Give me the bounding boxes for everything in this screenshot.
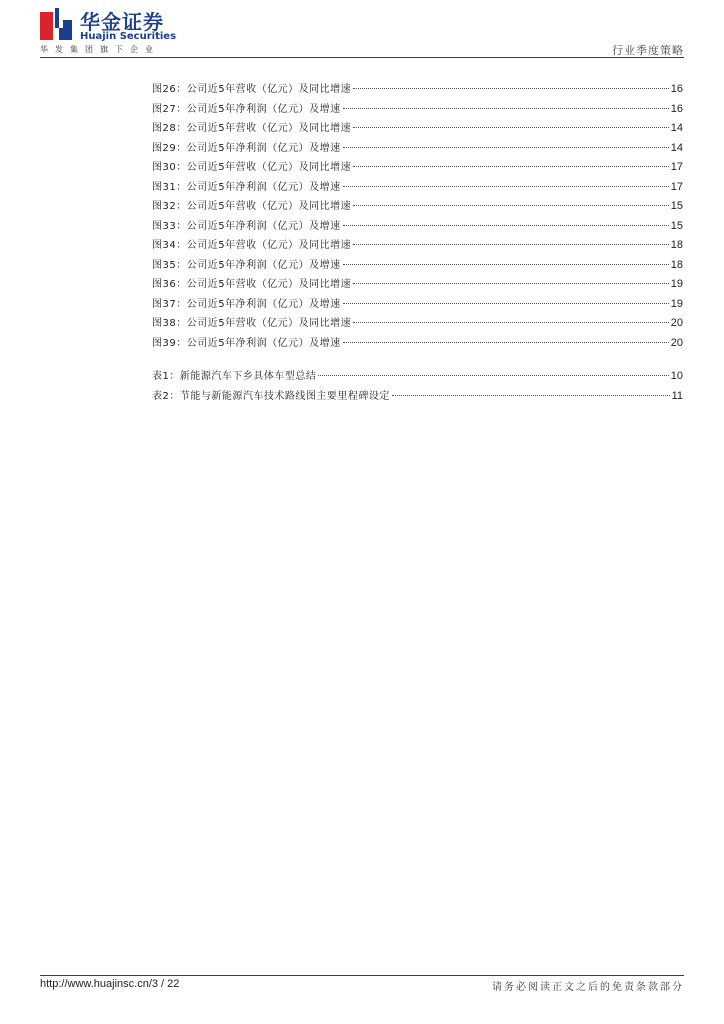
- toc-entry-label: 图27：公司近5年净利润（亿元）及增速: [152, 103, 341, 115]
- toc-entry-page-number: 18: [670, 258, 683, 271]
- dot-leader: [343, 108, 669, 109]
- figure-index-list: [152, 80, 683, 353]
- dot-leader: [343, 342, 669, 343]
- dot-leader: [343, 147, 669, 148]
- toc-entry-label: 图35：公司近5年净利润（亿元）及增速: [152, 259, 341, 271]
- huajin-logo-icon: [40, 8, 72, 40]
- toc-entry-label: 图28：公司近5年营收（亿元）及同比增速: [152, 123, 352, 134]
- section-gap: [152, 353, 683, 367]
- toc-entry-page-number: 19: [670, 297, 683, 310]
- dot-leader: [343, 303, 669, 304]
- toc-entry-page-number: 18: [670, 239, 683, 251]
- figure-entry[interactable]: [152, 334, 683, 354]
- toc-entry-label: 图26：公司近5年营收（亿元）及同比增速: [152, 84, 352, 95]
- dot-leader: [353, 205, 669, 206]
- dot-leader: [353, 244, 669, 245]
- group-tagline: 华发集团旗下企业: [40, 45, 160, 54]
- figure-entry[interactable]: [152, 158, 683, 178]
- figure-entry[interactable]: [152, 256, 683, 276]
- dot-leader: [343, 264, 669, 265]
- toc-entry-label: 图38：公司近5年营收（亿元）及同比增速: [152, 318, 352, 329]
- toc-entry-page-number: 19: [670, 278, 683, 290]
- brand-name-cn: 华金证券: [80, 10, 164, 34]
- toc-entry-label: 图31：公司近5年净利润（亿元）及增速: [152, 181, 341, 193]
- figure-entry[interactable]: [152, 217, 683, 237]
- toc-entry-page-number: 15: [670, 219, 683, 232]
- figure-entry[interactable]: [152, 139, 683, 159]
- figure-entry[interactable]: [152, 197, 683, 217]
- header-divider: [40, 57, 684, 58]
- brand-name-en: Huajin Securities: [80, 31, 177, 42]
- toc-entry-label: 表2：节能与新能源汽车技术路线图主要里程碑设定: [152, 390, 390, 402]
- table-of-contents: [152, 80, 683, 406]
- table-entry[interactable]: [152, 387, 683, 407]
- figure-entry[interactable]: [152, 295, 683, 315]
- toc-entry-page-number: 11: [671, 389, 683, 402]
- dot-leader: [353, 127, 669, 128]
- toc-entry-page-number: 20: [670, 317, 683, 329]
- dot-leader: [343, 186, 669, 187]
- figure-entry[interactable]: [152, 314, 683, 334]
- figure-entry[interactable]: [152, 80, 683, 100]
- toc-entry-label: 图30：公司近5年营收（亿元）及同比增速: [152, 162, 352, 173]
- toc-entry-page-number: 15: [670, 200, 683, 212]
- toc-entry-label: 图39：公司近5年净利润（亿元）及增速: [152, 337, 341, 349]
- figure-entry[interactable]: [152, 236, 683, 256]
- figure-entry[interactable]: [152, 100, 683, 120]
- toc-entry-label: 图29：公司近5年净利润（亿元）及增速: [152, 142, 341, 154]
- dot-leader: [353, 322, 669, 323]
- footer-url-page: http://www.huajinsc.cn/3 / 22: [40, 978, 180, 990]
- dot-leader: [353, 166, 669, 167]
- dot-leader: [343, 225, 669, 226]
- toc-entry-label: 图34：公司近5年营收（亿元）及同比增速: [152, 240, 352, 251]
- toc-entry-page-number: 20: [670, 336, 683, 349]
- toc-entry-label: 图37：公司近5年净利润（亿元）及增速: [152, 298, 341, 310]
- figure-entry[interactable]: [152, 178, 683, 198]
- table-entry[interactable]: [152, 367, 683, 387]
- dot-leader: [353, 88, 669, 89]
- figure-entry[interactable]: [152, 275, 683, 295]
- toc-entry-page-number: 17: [670, 161, 683, 173]
- toc-entry-page-number: 14: [670, 141, 683, 154]
- dot-leader: [353, 283, 669, 284]
- toc-entry-page-number: 14: [670, 122, 683, 134]
- document-type: 行业季度策略: [612, 44, 684, 57]
- toc-entry-label: 表1：新能源汽车下乡具体车型总结: [152, 371, 317, 382]
- toc-entry-page-number: 10: [670, 370, 683, 382]
- toc-entry-page-number: 17: [670, 180, 683, 193]
- toc-entry-label: 图33：公司近5年净利润（亿元）及增速: [152, 220, 341, 232]
- page-header: [40, 6, 684, 58]
- table-index-list: [152, 367, 683, 406]
- footer-divider: [40, 975, 684, 976]
- footer-disclaimer: 请务必阅读正文之后的免责条款部分: [492, 982, 684, 993]
- toc-entry-page-number: 16: [670, 102, 683, 115]
- toc-entry-label: 图32：公司近5年营收（亿元）及同比增速: [152, 201, 352, 212]
- dot-leader: [318, 375, 668, 376]
- toc-entry-label: 图36：公司近5年营收（亿元）及同比增速: [152, 279, 352, 290]
- figure-entry[interactable]: [152, 119, 683, 139]
- dot-leader: [392, 395, 670, 396]
- toc-entry-page-number: 16: [670, 83, 683, 95]
